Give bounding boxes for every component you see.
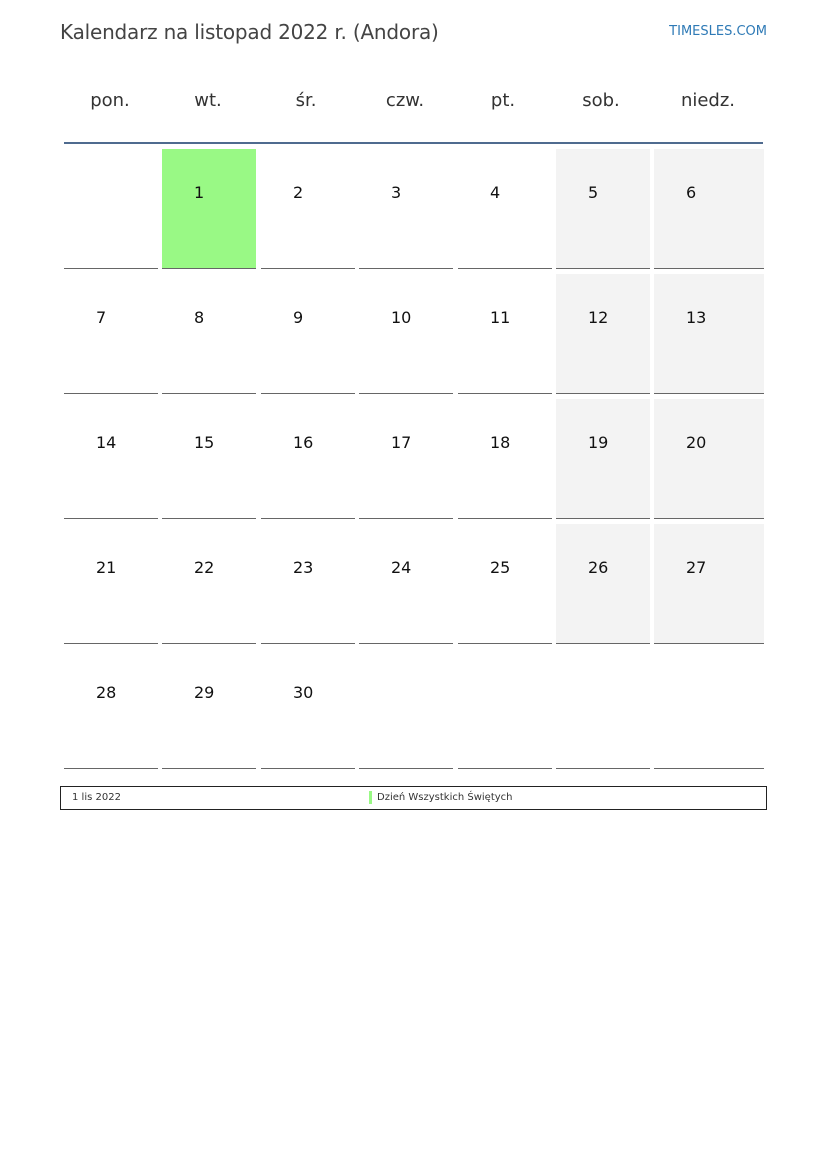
day-cell[interactable]: [64, 524, 158, 644]
day-cell[interactable]: [359, 274, 453, 394]
day-cell: [458, 649, 552, 769]
day-number: 29: [194, 683, 215, 702]
day-number: 7: [96, 308, 107, 327]
day-cell[interactable]: [359, 524, 453, 644]
day-number: 1: [194, 183, 205, 202]
day-cell[interactable]: [261, 649, 355, 769]
day-cell[interactable]: [458, 149, 552, 269]
day-number: 20: [686, 433, 707, 452]
day-number: 15: [194, 433, 215, 452]
day-cell[interactable]: [162, 274, 256, 394]
day-cell[interactable]: [261, 149, 355, 269]
day-number: 26: [588, 558, 609, 577]
day-cell-weekend[interactable]: [556, 524, 650, 644]
day-cell[interactable]: [359, 399, 453, 519]
day-cell: [64, 149, 158, 269]
day-cell-weekend[interactable]: [654, 149, 764, 269]
weekday-fri: pt.: [490, 90, 516, 111]
day-number: 17: [391, 433, 412, 452]
day-number: 9: [293, 308, 304, 327]
day-number: 23: [293, 558, 314, 577]
day-cell: [556, 649, 650, 769]
weekday-sun: niedz.: [680, 90, 736, 111]
calendar-grid: [64, 149, 763, 771]
day-number: 11: [490, 308, 511, 327]
day-cell[interactable]: [261, 399, 355, 519]
day-cell-weekend[interactable]: [556, 399, 650, 519]
day-number: 2: [293, 183, 304, 202]
day-number: 24: [391, 558, 412, 577]
weekday-tue: wt.: [194, 90, 222, 111]
day-cell: [359, 649, 453, 769]
day-cell[interactable]: [458, 399, 552, 519]
day-cell[interactable]: [458, 524, 552, 644]
day-number: 30: [293, 683, 314, 702]
day-number: 16: [293, 433, 314, 452]
day-number: 18: [490, 433, 511, 452]
day-number: 13: [686, 308, 707, 327]
header-divider: [64, 142, 763, 144]
day-cell[interactable]: [162, 399, 256, 519]
day-cell-weekend[interactable]: [556, 274, 650, 394]
day-number: 22: [194, 558, 215, 577]
day-cell[interactable]: [359, 149, 453, 269]
day-cell[interactable]: [64, 274, 158, 394]
weekday-header-row: [62, 90, 764, 120]
day-cell-holiday[interactable]: [162, 149, 256, 269]
day-number: 21: [96, 558, 117, 577]
day-cell[interactable]: [64, 649, 158, 769]
day-cell[interactable]: [162, 649, 256, 769]
day-number: 10: [391, 308, 412, 327]
day-number: 27: [686, 558, 707, 577]
holiday-legend: [60, 786, 767, 810]
weekday-wed: śr.: [295, 90, 317, 111]
day-cell[interactable]: [162, 524, 256, 644]
day-number: 8: [194, 308, 205, 327]
weekday-sat: sob.: [582, 90, 620, 111]
day-cell-weekend[interactable]: [654, 524, 764, 644]
day-number: 3: [391, 183, 402, 202]
day-cell[interactable]: [64, 399, 158, 519]
day-number: 19: [588, 433, 609, 452]
day-number: 6: [686, 183, 697, 202]
holiday-date: 1 lis 2022: [72, 792, 121, 803]
brand-link[interactable]: TIMESLES.COM: [669, 24, 767, 39]
weekday-thu: czw.: [385, 90, 425, 111]
page-title: Kalendarz na listopad 2022 r. (Andora): [60, 20, 439, 44]
day-cell[interactable]: [261, 524, 355, 644]
weekday-mon: pon.: [90, 90, 130, 111]
day-cell-weekend[interactable]: [654, 399, 764, 519]
holiday-name: Dzień Wszystkich Świętych: [377, 792, 513, 803]
day-number: 4: [490, 183, 501, 202]
day-cell[interactable]: [261, 274, 355, 394]
day-cell[interactable]: [458, 274, 552, 394]
day-number: 14: [96, 433, 117, 452]
day-number: 5: [588, 183, 599, 202]
day-number: 28: [96, 683, 117, 702]
day-number: 12: [588, 308, 609, 327]
holiday-color-marker: [369, 791, 372, 804]
day-cell-weekend[interactable]: [556, 149, 650, 269]
day-cell-weekend[interactable]: [654, 274, 764, 394]
day-cell: [654, 649, 764, 769]
day-number: 25: [490, 558, 511, 577]
